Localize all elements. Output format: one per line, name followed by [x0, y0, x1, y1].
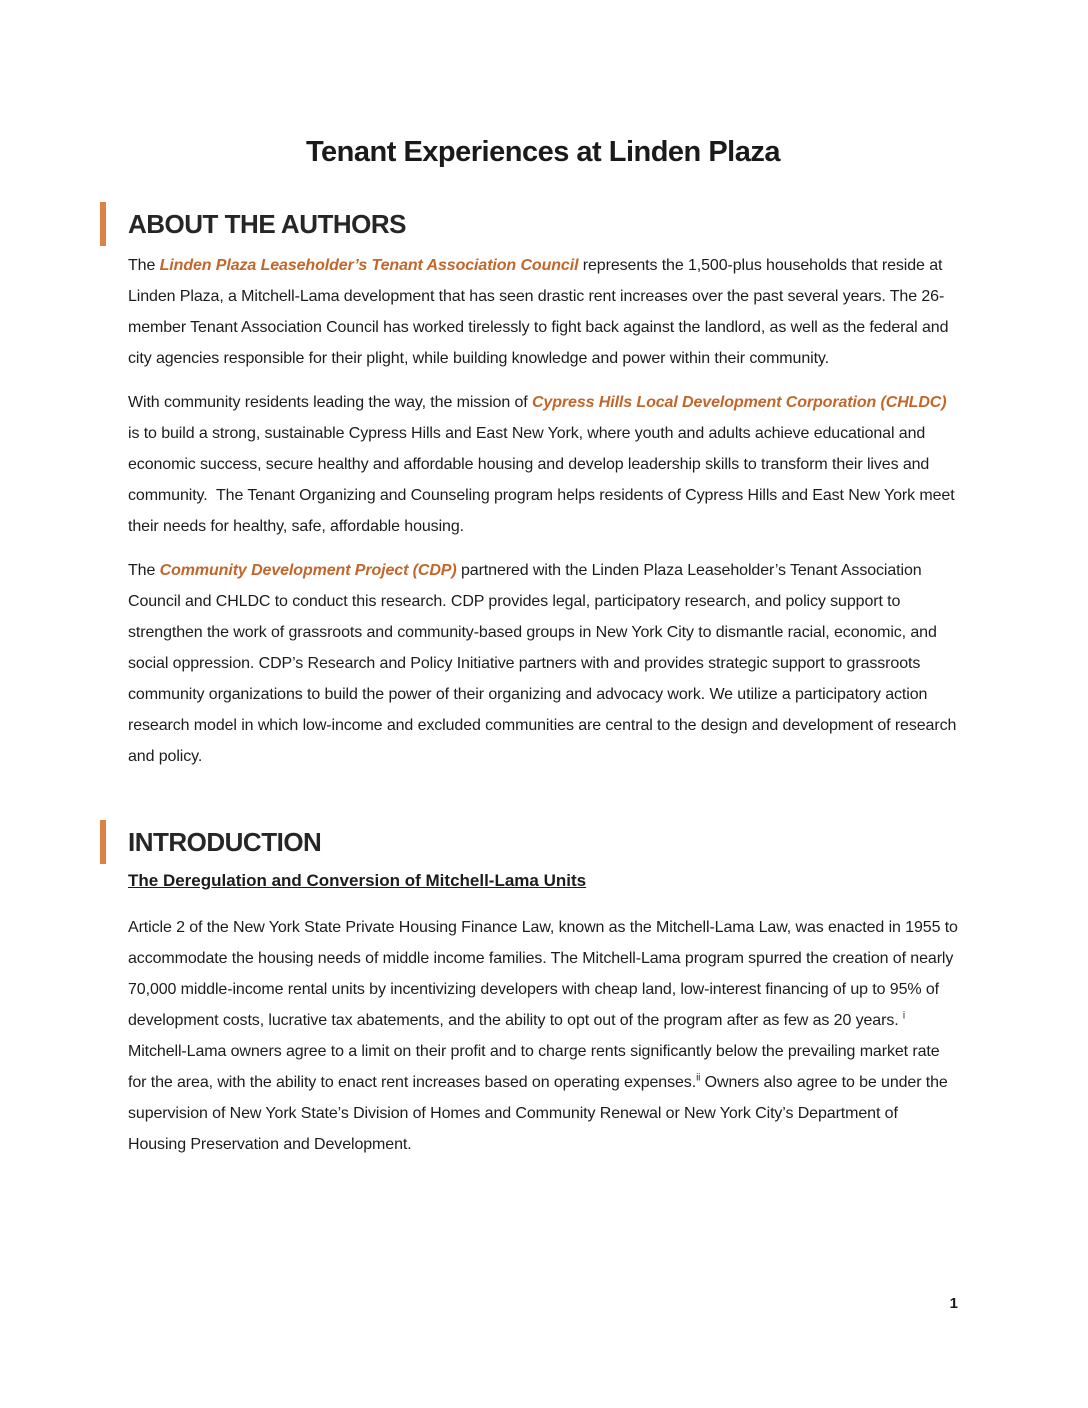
page-number: 1 — [949, 1295, 958, 1312]
section-about-the-authors — [128, 202, 961, 772]
about-paragraph-2: With community residents leading the way, the mission of Cypress Hills Local Development Corporation (CHLDC) is to build a strong, sustainable Cypress Hills and East New York, where youth and adults achieve educational and economic success, secure healthy and affordable housing and develop leadership skills to transform their lives and community. The Tenant Organizing and Counseling program helps residents of Cypress Hills and East New York meet their needs for healthy, safe, affordable housing. — [128, 394, 959, 535]
about-paragraph-3: The Community Development Project (CDP) partnered with the Linden Plaza Leaseholder’s Tenant Association Council and CHLDC to conduct this research. CDP provides legal, participatory research, and policy support to strengthen the work of grassroots and community-based groups in New York City to dismantle racial, economic, and social oppression. CDP’s Research and Policy Initiative partners with and provides strategic support to grassroots community organizations to build the power of their organizing and advocacy work. We utilize a participatory action research model in which low-income and excluded communities are central to the design and development of research and policy. — [128, 562, 961, 765]
about-paragraph-1: The Linden Plaza Leaseholder’s Tenant Association Council represents the 1,500-plus households that reside at Linden Plaza, a Mitchell-Lama development that has seen drastic rent increases over the past several years. The 26-member Tenant Association Council has worked tirelessly to fight back against the landlord, as well as the federal and city agencies responsible for their plight, while building knowledge and power within their community. — [128, 257, 953, 367]
introduction-heading: INTRODUCTION — [100, 820, 958, 864]
introduction-subheading: The Deregulation and Conversion of Mitchell-Lama Units — [128, 871, 587, 890]
document-content — [128, 0, 963, 1173]
introduction-paragraph-1: Article 2 of the New York State Private Housing Finance Law, known as the Mitchell-Lama Law, was enacted in 1955 to accommodate the housing needs of middle income families. The Mitchell-Lama program spurred the creation of nearly 70,000 middle-income rental units by incentivizing developers with cheap land, low-interest financing of up to 95% of development costs, lucrative tax abatements, and the ability to opt out of the program after as few as 20 years. $^i$ Mitchell-Lama owners agree to a limit on their profit and to charge rents significantly below the prevailing market rate for the area, with the ability to enact rent increases based on operating expenses.$^{ii}$ Owners also agree to be under the supervision of New York State’s Division of Homes and Community Renewal or New York City’s Department of Housing Preservation and Development. — [128, 919, 963, 1153]
section-introduction — [128, 820, 963, 1160]
document-title: Tenant Experiences at Linden Plaza — [305, 136, 780, 168]
about-heading: ABOUT THE AUTHORS — [100, 202, 958, 246]
